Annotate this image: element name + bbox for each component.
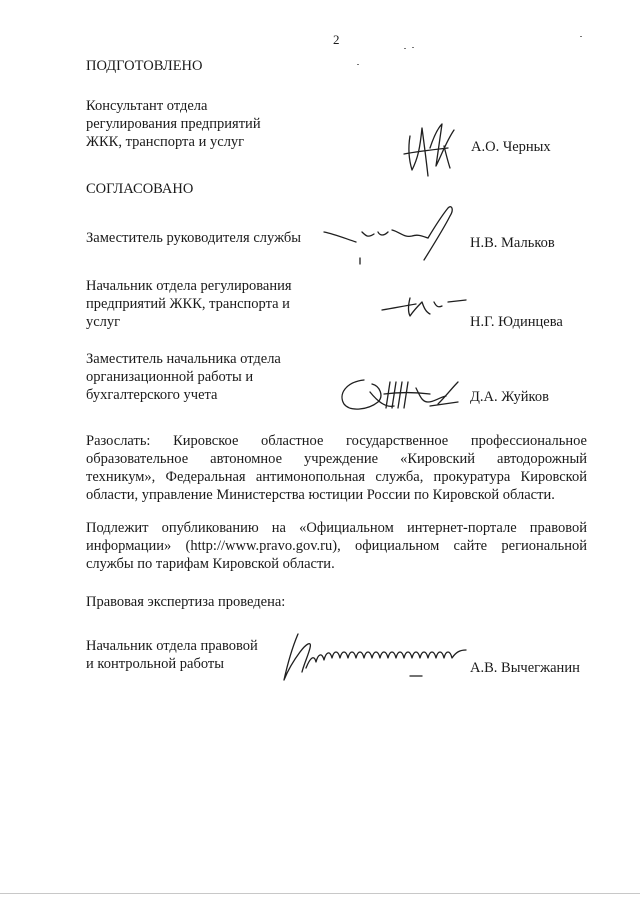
agreed-position-line: Заместитель руководителя службы <box>86 230 302 246</box>
agreed-position-line: Начальник отдела регулирования <box>86 278 292 294</box>
prepared-position-line: Консультант отдела <box>86 98 208 114</box>
prepared-heading: ПОДГОТОВЛЕНО <box>86 58 203 74</box>
signature-vychegzhanin <box>270 628 470 688</box>
scan-speck <box>580 36 582 37</box>
legal-review-position-line: и контрольной работы <box>86 656 224 672</box>
distribution-line: области, управление Министерства юстиции России по Кировской области. <box>86 487 555 503</box>
scan-speck <box>357 64 359 65</box>
publication-line: службы по тарифам Кировской области. <box>86 556 335 572</box>
agreed-heading: СОГЛАСОВАНО <box>86 181 194 197</box>
agreed-position-line: бухгалтерского учета <box>86 387 218 403</box>
distribution-line: образовательное автономное учреждение «Кировский автодорожный <box>86 451 587 467</box>
prepared-position-line: ЖКК, транспорта и услуг <box>86 134 245 150</box>
legal-review-position-line: Начальник отдела правовой <box>86 638 258 654</box>
agreed-position-line: предприятий ЖКК, транспорта и <box>86 296 290 312</box>
publication-line: Подлежит опубликованию на «Официальном интернет-портале правовой <box>86 520 587 536</box>
signature-yudintseva <box>380 290 470 320</box>
prepared-signer-name: А.О. Черных <box>471 139 551 155</box>
agreed-signer-name: Н.В. Мальков <box>470 235 555 251</box>
agreed-signer-name: Д.А. Жуйков <box>470 389 549 405</box>
page-bottom-edge <box>0 893 640 894</box>
agreed-position-line: услуг <box>86 314 121 330</box>
distribution-line: техникум», Федеральная антимонопольная служба, прокуратура Кировской <box>86 469 587 485</box>
publication-line: информации» (http://www.pravo.gov.ru), официальном сайте региональной <box>86 538 587 554</box>
agreed-position-line: организационной работы и <box>86 369 254 385</box>
agreed-signer-name: Н.Г. Юдинцева <box>470 314 563 330</box>
prepared-position-line: регулирования предприятий <box>86 116 261 132</box>
scan-speck <box>404 48 406 49</box>
signature-chernykh <box>400 118 460 188</box>
signature-malkov <box>322 202 472 272</box>
agreed-position-line: Заместитель начальника отдела <box>86 351 281 367</box>
signature-zhuikov <box>334 372 464 417</box>
scan-speck <box>412 47 414 48</box>
page-number: 2 <box>333 32 340 47</box>
legal-review-signer-name: А.В. Вычегжанин <box>470 660 580 676</box>
legal-review-statement: Правовая экспертиза проведена: <box>86 594 286 610</box>
distribution-line: Разослать: Кировское областное государственное профессиональное <box>86 433 587 449</box>
